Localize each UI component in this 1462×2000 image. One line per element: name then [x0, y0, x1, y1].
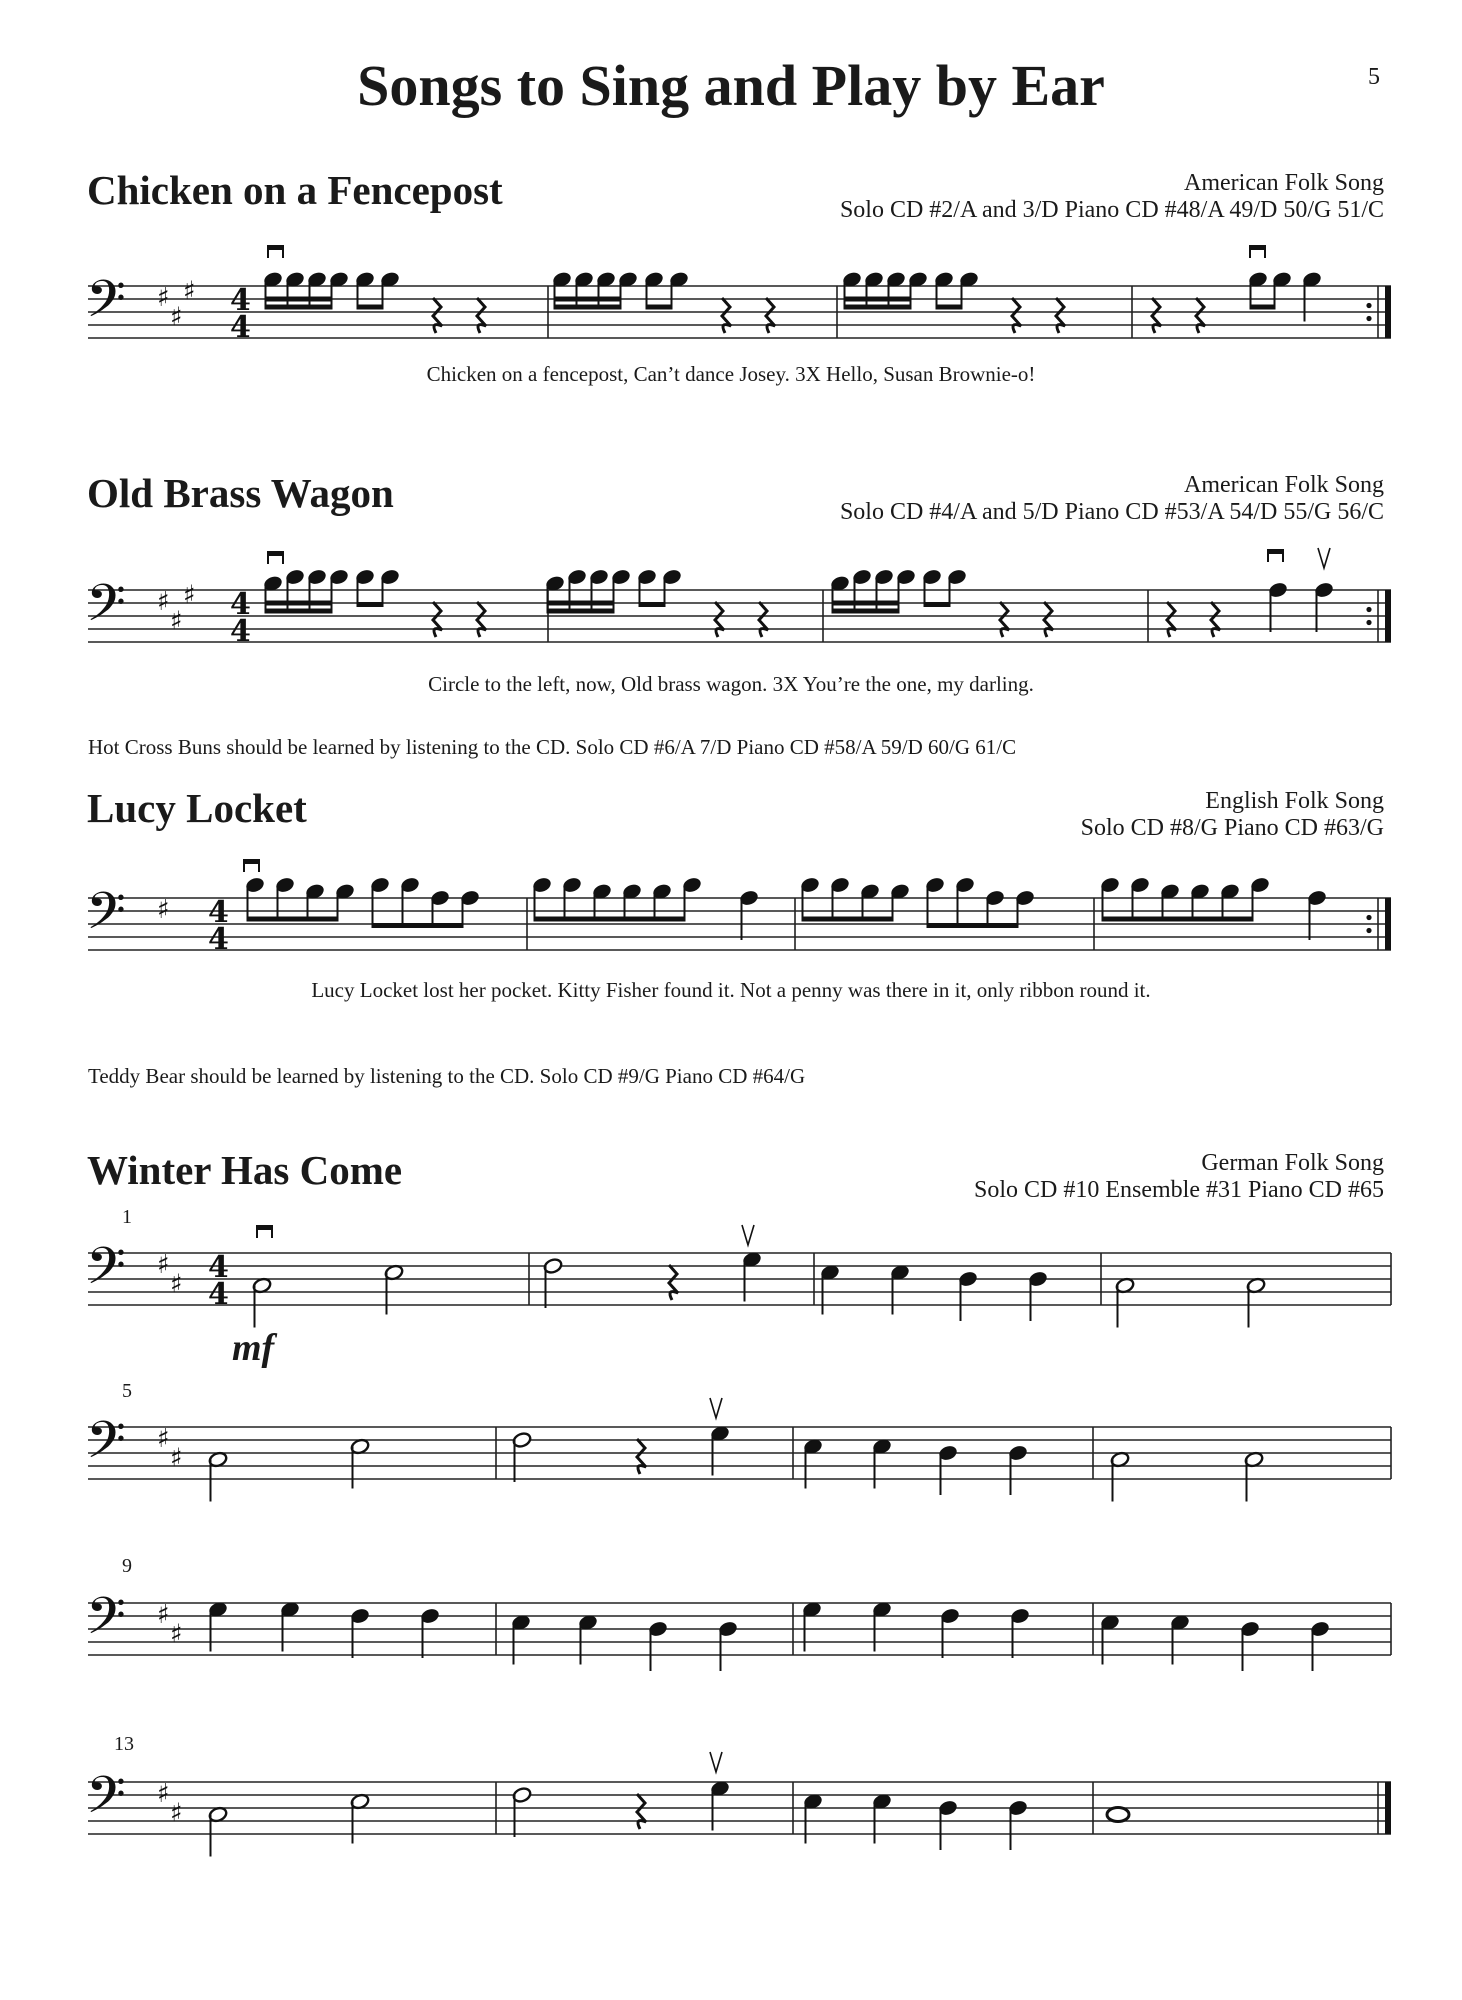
- note-beam: [832, 601, 900, 606]
- note-beam: [554, 305, 622, 310]
- song-cd-info: Solo CD #10 Ensemble #31 Piano CD #65: [973, 1177, 1384, 1203]
- sharp-sign: ♯: [183, 580, 196, 611]
- up-bow-mark: [710, 1398, 722, 1418]
- sharp-sign: ♯: [170, 1443, 183, 1474]
- note-beam: [372, 923, 464, 928]
- song-origin: English Folk Song: [1205, 788, 1384, 814]
- measure-number: 1: [122, 1206, 132, 1228]
- note-beam: [927, 923, 1019, 928]
- repeat-dot: [1366, 303, 1371, 308]
- bass-clef: 𝄢: [86, 1585, 126, 1659]
- down-bow-mark: [244, 860, 259, 864]
- whole-note: [1107, 1808, 1129, 1822]
- sharp-sign: ♯: [157, 895, 170, 925]
- repeat-dot: [1366, 915, 1371, 920]
- note-beam: [265, 297, 333, 302]
- quarter-rest: [637, 1439, 646, 1474]
- note-beam: [832, 609, 900, 614]
- measure-number: 5: [122, 1380, 132, 1402]
- note-beam: [265, 305, 333, 310]
- up-bow-mark: [1318, 548, 1330, 568]
- bass-clef: 𝄢: [86, 1235, 126, 1309]
- note-beam: [247, 917, 339, 922]
- down-bow-mark: [268, 246, 283, 250]
- quarter-rest: [759, 602, 768, 637]
- sharp-sign: ♯: [183, 276, 196, 307]
- song-lyrics-old-brass-wagon: Circle to the left, now, Old brass wagon. 3X You’re the one, my darling.: [428, 672, 1034, 696]
- measure-number: 9: [122, 1555, 132, 1577]
- quarter-rest: [1196, 298, 1205, 333]
- bass-clef: 𝄢: [86, 268, 126, 342]
- measure-number: 13: [114, 1733, 134, 1755]
- sharp-sign: ♯: [157, 1779, 170, 1809]
- song-lyrics-lucy-locket: Lucy Locket lost her pocket. Kitty Fisher found it. Not a penny was there in it, only ribbon round it.: [311, 978, 1151, 1002]
- sharp-sign: ♯: [170, 606, 183, 637]
- bass-clef: 𝄢: [86, 1764, 126, 1838]
- note-beam: [547, 609, 615, 614]
- repeat-dot: [1366, 607, 1371, 612]
- quarter-rest: [1012, 298, 1021, 333]
- quarter-rest: [669, 1265, 678, 1300]
- sharp-sign: ♯: [157, 1424, 170, 1454]
- up-bow-mark: [742, 1225, 754, 1245]
- sharp-sign: ♯: [170, 1269, 183, 1300]
- sharp-sign: ♯: [157, 1250, 170, 1280]
- page-title: Songs to Sing and Play by Ear: [357, 53, 1105, 118]
- quarter-rest: [433, 298, 442, 333]
- down-bow-mark: [257, 1226, 272, 1230]
- teddy-bear-note: Teddy Bear should be learned by listening to the CD. Solo CD #9/G Piano CD #64/G: [88, 1064, 806, 1088]
- up-bow-mark: [710, 1752, 722, 1772]
- note-beam: [802, 917, 894, 922]
- repeat-dot: [1366, 928, 1371, 933]
- down-bow-mark: [1268, 550, 1283, 554]
- time-signature: 4: [208, 1277, 229, 1312]
- note-beam: [639, 602, 666, 607]
- dynamic-marking: mf: [232, 1327, 275, 1369]
- quarter-rest: [1167, 602, 1176, 637]
- time-signature: 4: [230, 614, 251, 649]
- song-cd-info: Solo CD #4/A and 5/D Piano CD #53/A 54/D 55/G 56/C: [839, 499, 1384, 525]
- repeat-dot: [1366, 316, 1371, 321]
- bass-clef: 𝄢: [86, 880, 126, 954]
- song-origin: German Folk Song: [1201, 1150, 1384, 1176]
- time-signature: 4: [208, 1250, 229, 1285]
- note-beam: [534, 917, 686, 922]
- quarter-rest: [1211, 602, 1220, 637]
- note-beam: [265, 601, 333, 606]
- time-signature: 4: [208, 895, 229, 930]
- note-beam: [844, 305, 912, 310]
- song-title-chicken: Chicken on a Fencepost: [87, 167, 503, 213]
- page-number: 5: [1368, 64, 1380, 90]
- time-signature: 4: [208, 922, 229, 957]
- song-title-winter-has-come: Winter Has Come: [87, 1147, 403, 1193]
- time-signature: 4: [230, 283, 251, 318]
- final-barline: [1385, 590, 1391, 642]
- note-beam: [547, 601, 615, 606]
- bass-clef: 𝄢: [86, 572, 126, 646]
- final-barline: [1385, 898, 1391, 950]
- hot-cross-buns-note: Hot Cross Buns should be learned by listening to the CD. Solo CD #6/A 7/D Piano CD #58/A 59/D 60/G 61/C: [88, 735, 1017, 759]
- note-beam: [357, 602, 384, 607]
- song-origin: American Folk Song: [1184, 170, 1384, 196]
- sharp-sign: ♯: [170, 1798, 183, 1829]
- quarter-rest: [477, 602, 486, 637]
- final-barline: [1385, 1782, 1391, 1834]
- song-cd-info: Solo CD #8/G Piano CD #63/G: [1080, 815, 1384, 841]
- song-title-lucy-locket: Lucy Locket: [87, 785, 307, 831]
- quarter-rest: [715, 602, 724, 637]
- bass-clef: 𝄢: [86, 1409, 126, 1483]
- song-origin: American Folk Song: [1184, 472, 1384, 498]
- note-beam: [936, 305, 963, 310]
- sharp-sign: ♯: [170, 302, 183, 333]
- note-beam: [1102, 917, 1254, 922]
- final-barline: [1385, 286, 1391, 338]
- note-beam: [357, 305, 384, 310]
- quarter-rest: [766, 298, 775, 333]
- quarter-rest: [722, 298, 731, 333]
- song-title-old-brass-wagon: Old Brass Wagon: [87, 470, 394, 516]
- song-lyrics-chicken: Chicken on a fencepost, Can’t dance Josey. 3X Hello, Susan Brownie-o!: [426, 362, 1036, 386]
- note-beam: [646, 305, 673, 310]
- quarter-rest: [433, 602, 442, 637]
- quarter-rest: [637, 1794, 646, 1829]
- quarter-rest: [1044, 602, 1053, 637]
- down-bow-mark: [1250, 246, 1265, 250]
- quarter-rest: [477, 298, 486, 333]
- quarter-rest: [1152, 298, 1161, 333]
- song-cd-info: Solo CD #2/A and 3/D Piano CD #48/A 49/D 50/G 51/C: [839, 197, 1384, 223]
- time-signature: 4: [230, 587, 251, 622]
- sharp-sign: ♯: [170, 1619, 183, 1650]
- note-beam: [844, 297, 912, 302]
- sharp-sign: ♯: [157, 283, 170, 313]
- quarter-rest: [1000, 602, 1009, 637]
- note-beam: [924, 602, 951, 607]
- sharp-sign: ♯: [157, 587, 170, 617]
- note-beam: [1250, 305, 1276, 310]
- sharp-sign: ♯: [157, 1600, 170, 1630]
- repeat-dot: [1366, 620, 1371, 625]
- down-bow-mark: [268, 552, 283, 556]
- note-beam: [554, 297, 622, 302]
- quarter-rest: [1056, 298, 1065, 333]
- time-signature: 4: [230, 310, 251, 345]
- note-beam: [265, 609, 333, 614]
